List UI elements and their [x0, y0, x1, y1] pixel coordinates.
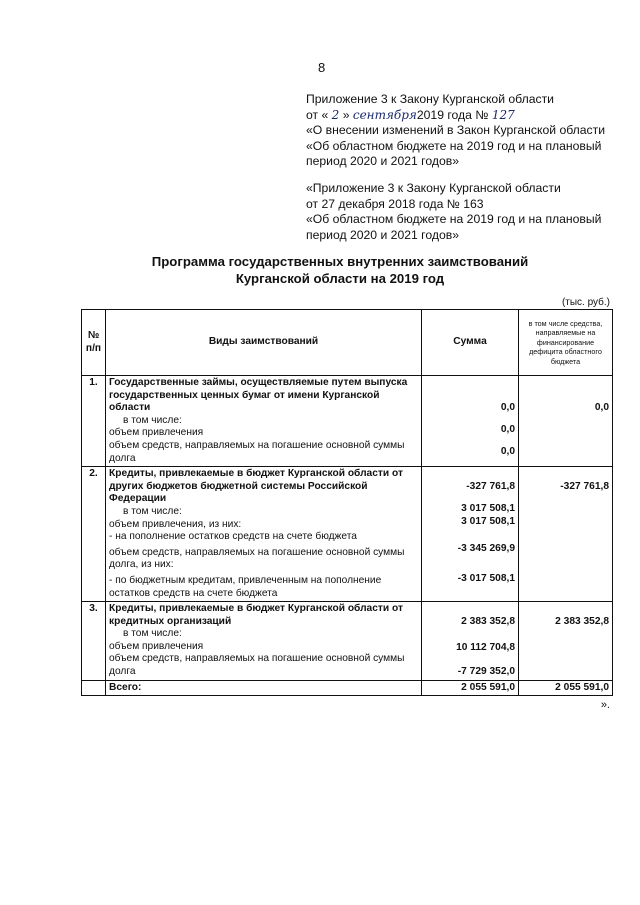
row-item-label: объем привлечения [109, 640, 204, 652]
annex-line: от 27 декабря 2018 года № 163 [306, 196, 484, 211]
table-row [82, 467, 613, 602]
page-number: 8 [318, 60, 326, 75]
borrowing-table [81, 309, 613, 696]
row-item-label: объем средств, направляемых на погашение основной суммы долга, из них: [109, 546, 405, 571]
table-header-row [82, 310, 613, 376]
annex-line: Приложение 3 к Закону Курганской области [306, 92, 554, 106]
annex-line: «О внесении изменений в Закон Курганской области [306, 123, 606, 137]
annex-line: «Об областном бюджете на 2019 год и на плановый [306, 212, 602, 226]
annex-date-line [306, 108, 626, 124]
row-item-label: - на пополнение остатков средств на счете бюджета [109, 531, 357, 543]
row-title-deficit: 0,0 [594, 402, 609, 413]
row-subheading: в том числе: [123, 414, 182, 426]
annex-date-mid: » [342, 107, 350, 122]
row-item-label: - по бюджетным кредитам, привлеченным на пополнение остатков средств на счете бюджета [109, 574, 382, 599]
row-item-value: 10 112 704,8 [456, 641, 515, 653]
row-item-value: 3 017 508,1 [461, 516, 515, 528]
units-note: (тыс. руб.) [561, 297, 610, 308]
total-deficit: 2 055 591,0 [519, 680, 613, 696]
row-title: Кредиты, привлекаемые в бюджет Курганской области от других бюджетов бюджетной системы Российской Федерации [109, 468, 403, 505]
total-value: 2 055 591,0 [422, 680, 519, 696]
row-item-value: -3 345 269,9 [457, 542, 515, 554]
annex-date-year: 2019 года № [416, 107, 489, 122]
header-deficit: в том числе средства, направляемые на финансирование дефицита областного бюджета [519, 310, 613, 376]
handwritten-day: 2 [331, 107, 340, 122]
row-item-label: объем привлечения [109, 427, 204, 439]
header-sum: Сумма [422, 310, 519, 376]
row-item-value: 0,0 [500, 446, 515, 458]
handwritten-number: 127 [491, 107, 515, 122]
row-number: 3. [82, 602, 106, 681]
row-item-value: 3 017 508,1 [461, 502, 515, 514]
row-item-label: объем привлечения, из них: [109, 518, 242, 530]
row-subheading: в том числе: [123, 628, 182, 640]
row-title-value: 2 383 352,8 [461, 616, 515, 628]
row-title: Государственные займы, осуществляемые путем выпуска государственных ценных бумаг от имени Курганской области [109, 377, 408, 414]
annex-date-prefix: от « [306, 107, 329, 122]
row-item-label: объем средств, направляемых на погашение основной суммы долга [109, 653, 405, 678]
row-title-deficit: 2 383 352,8 [555, 616, 609, 628]
row-description [106, 376, 422, 467]
total-num-cell [82, 680, 106, 696]
row-item-value: -7 729 352,0 [457, 666, 515, 678]
row-deficit [519, 376, 613, 467]
row-item-value: 0,0 [500, 423, 515, 435]
row-description [106, 467, 422, 602]
row-title-value: -327 761,8 [466, 481, 515, 493]
row-sums [422, 376, 519, 467]
row-deficit [519, 602, 613, 681]
row-subheading: в том числе: [123, 505, 182, 517]
total-label: Всего: [106, 680, 422, 696]
row-number: 2. [82, 467, 106, 602]
header-kind: Виды заимствований [106, 310, 422, 376]
row-description [106, 602, 422, 681]
row-title: Кредиты, привлекаемые в бюджет Курганской области от кредитных организаций [109, 603, 403, 627]
closing-mark: ». [600, 699, 610, 711]
annex-line: «Приложение 3 к Закону Курганской области [306, 181, 561, 195]
document-title [60, 253, 620, 287]
annex-previous-heading [306, 181, 626, 243]
annex-current-heading [306, 92, 626, 170]
title-line-1: Программа государственных внутренних заимствований [151, 254, 529, 269]
row-item-value: -3 017 508,1 [457, 572, 515, 584]
annex-line: «Об областном бюджете на 2019 год и на плановый [306, 138, 602, 153]
total-row [82, 680, 613, 696]
header-num: № п/п [82, 310, 106, 376]
row-title-value: 0,0 [500, 402, 515, 413]
row-title-deficit: -327 761,8 [560, 481, 609, 493]
row-number: 1. [82, 376, 106, 467]
annex-line: период 2020 и 2021 годов» [306, 154, 459, 168]
table-row [82, 602, 613, 681]
title-line-2: Курганской области на 2019 год [235, 271, 445, 286]
row-sums [422, 602, 519, 681]
handwritten-month: сентября [352, 107, 417, 122]
row-deficit [519, 467, 613, 602]
annex-line: период 2020 и 2021 годов» [306, 227, 459, 242]
table-row [82, 376, 613, 467]
row-sums [422, 467, 519, 602]
row-item-label: объем средств, направляемых на погашение основной суммы долга [109, 439, 405, 464]
